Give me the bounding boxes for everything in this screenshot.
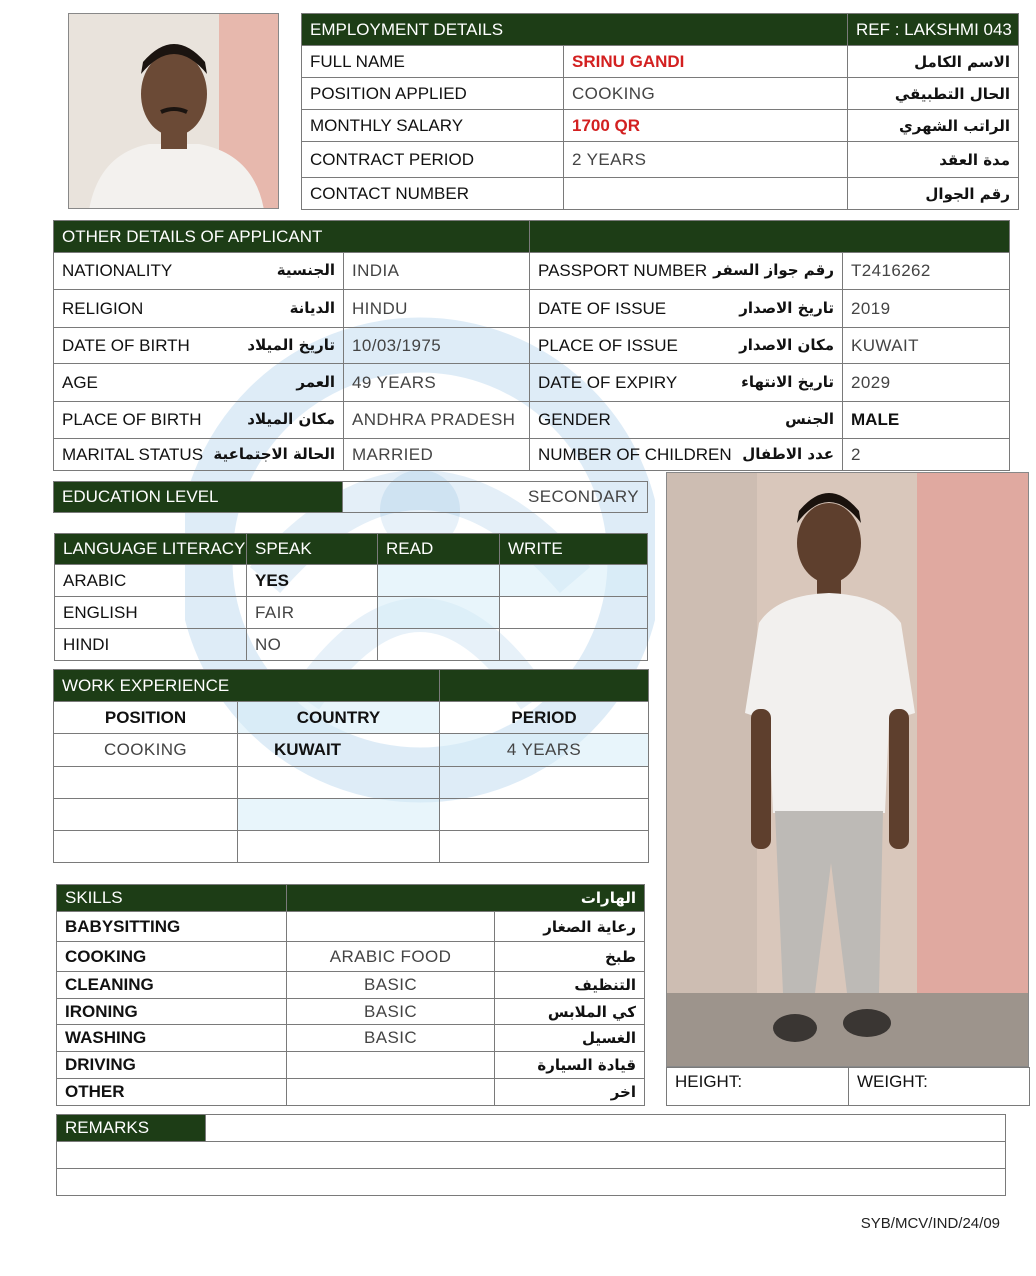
contract-period-label-ar: مدة العقد [848, 142, 1019, 178]
number-of-children-label-en: NUMBER OF CHILDREN [538, 444, 732, 464]
place-of-issue-label [530, 328, 843, 364]
gender-label-en: GENDER [538, 410, 611, 429]
nationality-label-ar: الجنسية [276, 261, 335, 279]
marital-status-label-ar: الحالة الاجتماعية [213, 444, 335, 463]
skill-driving-label: DRIVING [57, 1052, 287, 1079]
date-of-birth-label-en: DATE OF BIRTH [62, 335, 190, 355]
nationality-label [54, 253, 344, 290]
gender-label-ar: الجنس [785, 410, 834, 428]
speak-header: SPEAK [247, 534, 378, 565]
skill-babysitting-label-ar: رعاية الصغار [495, 912, 645, 942]
work-row-2-period [440, 767, 649, 799]
work-row-4-country [238, 831, 440, 863]
full-name-label-ar: الاسم الكامل [848, 46, 1019, 78]
education-level-table [53, 481, 648, 513]
weight-label: WEIGHT: [849, 1068, 1030, 1106]
skill-babysitting-label: BABYSITTING [57, 912, 287, 942]
monthly-salary-value: 1700 QR [564, 110, 848, 142]
work-experience-header: WORK EXPERIENCE [54, 670, 440, 702]
date-of-issue-label-en: DATE OF ISSUE [538, 298, 667, 318]
date-of-expiry-label-en: DATE OF EXPIRY [538, 372, 678, 392]
english-write-value [500, 597, 648, 629]
age-label-en: AGE [62, 372, 98, 392]
work-experience-table [53, 669, 649, 863]
remarks-header: REMARKS [57, 1115, 206, 1142]
remarks-line-3 [57, 1169, 1006, 1196]
monthly-salary-label: MONTHLY SALARY [302, 110, 564, 142]
work-row-2-country [238, 767, 440, 799]
skill-ironing-label: IRONING [57, 999, 287, 1025]
applicant-portrait-photo [68, 13, 279, 209]
height-label: HEIGHT: [667, 1068, 849, 1106]
date-of-birth-label-ar: تاريخ الميلاد [247, 335, 335, 354]
contact-number-label-ar: رقم الجوال [848, 178, 1019, 210]
marital-status-value: MARRIED [344, 439, 530, 471]
skill-cooking-value: ARABIC FOOD [287, 942, 495, 972]
arabic-speak-value: YES [247, 565, 378, 597]
nationality-label-en: NATIONALITY [62, 261, 173, 280]
other-details-table [53, 220, 1010, 471]
skill-cooking-label: COOKING [57, 942, 287, 972]
english-read-value [378, 597, 500, 629]
place-of-issue-label-ar: مكان الاصدار [739, 335, 834, 354]
passport-number-label-ar: رقم جواز السفر [713, 261, 834, 279]
work-row-1-period: 4 YEARS [440, 734, 649, 767]
number-of-children-value: 2 [843, 439, 1010, 471]
date-of-expiry-label-ar: تاريخ الانتهاء [741, 372, 834, 391]
other-details-header: OTHER DETAILS OF APPLICANT [54, 221, 530, 253]
applicant-full-body-photo [666, 472, 1029, 1067]
date-of-expiry-label [530, 364, 843, 402]
hindi-write-value [500, 629, 648, 661]
number-of-children-label-ar: عدد الاطفال [742, 444, 834, 463]
arabic-read-value [378, 565, 500, 597]
skills-header-ar: الهارات [287, 885, 645, 912]
skill-babysitting-value [287, 912, 495, 942]
date-of-issue-value: 2019 [843, 290, 1010, 328]
skill-cleaning-label-ar: التنظيف [495, 972, 645, 999]
skill-driving-value [287, 1052, 495, 1079]
work-experience-header-blank [440, 670, 649, 702]
work-row-3-country [238, 799, 440, 831]
work-row-3-position [54, 799, 238, 831]
date-of-issue-label [530, 290, 843, 328]
work-row-1-country: KUWAIT [238, 734, 440, 767]
country-column-header: COUNTRY [238, 702, 440, 734]
position-applied-value: COOKING [564, 78, 848, 110]
document-code: SYB/MCV/IND/24/09 [860, 1215, 1000, 1232]
hindi-read-value [378, 629, 500, 661]
contract-period-value: 2 YEARS [564, 142, 848, 178]
place-of-birth-label [54, 402, 344, 439]
work-row-3-period [440, 799, 649, 831]
english-speak-value: FAIR [247, 597, 378, 629]
skill-ironing-value: BASIC [287, 999, 495, 1025]
religion-label-en: RELIGION [62, 298, 144, 318]
employment-details-table [301, 13, 1019, 210]
read-header: READ [378, 534, 500, 565]
passport-number-label [530, 253, 843, 290]
hindi-speak-value: NO [247, 629, 378, 661]
skill-ironing-label-ar: كي الملابس [495, 999, 645, 1025]
date-of-issue-label-ar: تاريخ الاصدار [739, 298, 834, 317]
place-of-issue-label-en: PLACE OF ISSUE [538, 335, 678, 355]
gender-value: MALE [843, 402, 1010, 439]
language-literacy-table [54, 533, 648, 661]
write-header: WRITE [500, 534, 648, 565]
language-english: ENGLISH [55, 597, 247, 629]
religion-value: HINDU [344, 290, 530, 328]
skill-other-label-ar: اخر [495, 1079, 645, 1106]
skill-cleaning-label: CLEANING [57, 972, 287, 999]
passport-number-label-en: PASSPORT NUMBER [538, 261, 708, 280]
religion-label-ar: الديانة [289, 298, 335, 317]
work-row-1-position: COOKING [54, 734, 238, 767]
full-name-label: FULL NAME [302, 46, 564, 78]
position-column-header: POSITION [54, 702, 238, 734]
remarks-table [56, 1114, 1006, 1196]
contact-number-label: CONTACT NUMBER [302, 178, 564, 210]
skill-other-value [287, 1079, 495, 1106]
period-column-header: PERIOD [440, 702, 649, 734]
age-label [54, 364, 344, 402]
marital-status-label-en: MARITAL STATUS [62, 444, 204, 464]
date-of-birth-label [54, 328, 344, 364]
skill-cooking-label-ar: طبخ [495, 942, 645, 972]
marital-status-label [54, 439, 344, 471]
full-name-value: SRINU GANDI [564, 46, 848, 78]
date-of-expiry-value: 2029 [843, 364, 1010, 402]
place-of-birth-value: ANDHRA PRADESH [344, 402, 530, 439]
skills-header: SKILLS [57, 885, 287, 912]
reference-code: REF : LAKSHMI 043 [848, 14, 1019, 46]
place-of-birth-label-ar: مكان الميلاد [247, 410, 335, 428]
skill-washing-label-ar: الغسيل [495, 1025, 645, 1052]
skills-table [56, 884, 645, 1106]
position-applied-label-ar: الحال التطبيقي [848, 78, 1019, 110]
skill-cleaning-value: BASIC [287, 972, 495, 999]
gender-label [530, 402, 843, 439]
arabic-write-value [500, 565, 648, 597]
place-of-birth-label-en: PLACE OF BIRTH [62, 410, 202, 429]
contact-number-value [564, 178, 848, 210]
age-label-ar: العمر [296, 372, 335, 391]
contract-period-label: CONTRACT PERIOD [302, 142, 564, 178]
employment-details-header: EMPLOYMENT DETAILS [302, 14, 848, 46]
passport-number-value: T2416262 [843, 253, 1010, 290]
education-level-label: EDUCATION LEVEL [54, 482, 343, 513]
place-of-issue-value: KUWAIT [843, 328, 1010, 364]
language-arabic: ARABIC [55, 565, 247, 597]
religion-label [54, 290, 344, 328]
work-row-4-position [54, 831, 238, 863]
remarks-line-1 [206, 1115, 1006, 1142]
work-row-2-position [54, 767, 238, 799]
measurements-table [666, 1067, 1030, 1106]
language-hindi: HINDI [55, 629, 247, 661]
skill-washing-label: WASHING [57, 1025, 287, 1052]
monthly-salary-label-ar: الراتب الشهري [848, 110, 1019, 142]
skill-washing-value: BASIC [287, 1025, 495, 1052]
skill-other-label: OTHER [57, 1079, 287, 1106]
nationality-value: INDIA [344, 253, 530, 290]
education-level-value: SECONDARY [343, 482, 648, 513]
number-of-children-label [530, 439, 843, 471]
skill-driving-label-ar: قيادة السيارة [495, 1052, 645, 1079]
other-details-header-blank [530, 221, 1010, 253]
position-applied-label: POSITION APPLIED [302, 78, 564, 110]
language-literacy-header: LANGUAGE LITERACY [55, 534, 247, 565]
remarks-line-2 [57, 1142, 1006, 1169]
age-value: 49 YEARS [344, 364, 530, 402]
date-of-birth-value: 10/03/1975 [344, 328, 530, 364]
work-row-4-period [440, 831, 649, 863]
